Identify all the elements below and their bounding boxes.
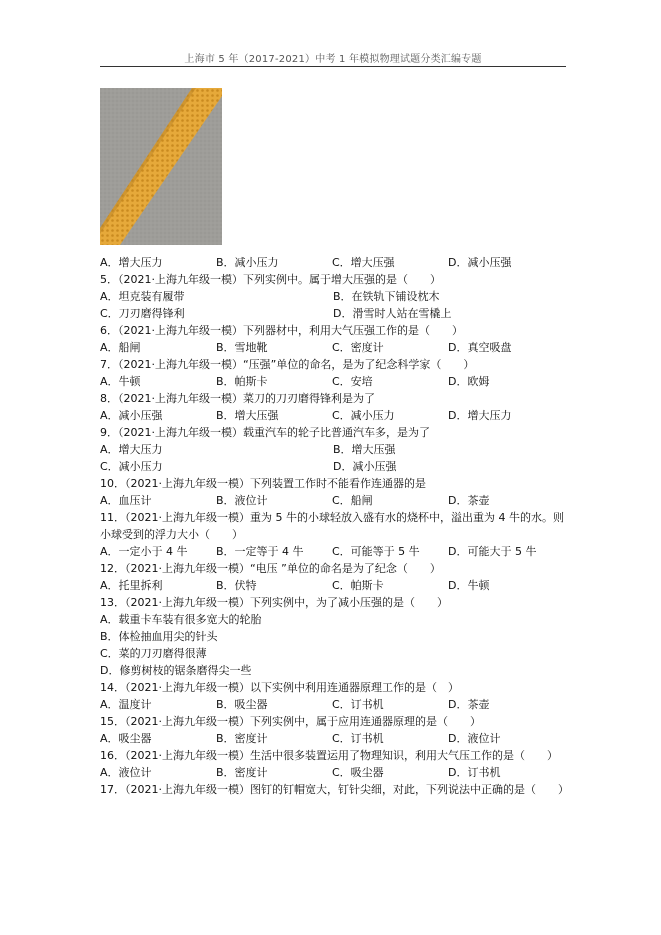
option-a: A．减小压强 (100, 409, 163, 422)
option-d: D．订书机 (448, 766, 501, 779)
option-row (100, 696, 566, 713)
option-a: A．船闸 (100, 341, 141, 354)
option-d: D．减小压强 (333, 460, 397, 473)
option-row (100, 764, 566, 781)
option-row (100, 730, 566, 747)
question-stem: 13．（2021·上海九年级一模）下列实例中，为了减小压强的是（ ） (100, 596, 448, 609)
option-c: C．减小压力 (332, 409, 395, 422)
option-b: B．体检抽血用尖的针头 (100, 630, 218, 643)
option-row (100, 577, 566, 594)
option-c: C．订书机 (332, 732, 384, 745)
option-c: C．菜的刀刃磨得很薄 (100, 647, 207, 660)
option-b: B．密度计 (216, 732, 268, 745)
option-a: A．坦克装有履带 (100, 290, 185, 303)
option-b: B．增大压强 (333, 443, 396, 456)
option-b: B．增大压强 (216, 409, 279, 422)
option-c: C．可能等于 5 牛 (332, 545, 420, 558)
option-d: D．修剪树枝的锯条磨得尖一些 (100, 664, 252, 677)
option-c: C．船闸 (332, 494, 373, 507)
question-stem: 9．（2021·上海九年级一模）载重汽车的轮子比普通汽车多，是为了 (100, 426, 430, 439)
option-d: D．滑雪时人站在雪橇上 (333, 307, 452, 320)
question-stem: 14．（2021·上海九年级一模）以下实例中利用连通器原理工作的是（ ） (100, 681, 459, 694)
option-b: B．减小压力 (216, 256, 279, 269)
page-header: 上海市 5 年（2017-2021）中考 1 年模拟物理试题分类汇编专题 (184, 54, 482, 65)
option-c: C．订书机 (332, 698, 384, 711)
tactile-paving-photo (100, 88, 222, 245)
option-row (100, 407, 566, 424)
option-row (100, 458, 566, 475)
question-stem: 11．（2021·上海九年级一模）重为 5 牛的小球轻放入盛有水的烧杯中，溢出重为 4 牛的水。则小球受到的浮力大小（ ） (100, 511, 564, 541)
option-a: A．托里拆利 (100, 579, 163, 592)
option-row (100, 543, 566, 560)
option-row (100, 492, 566, 509)
option-b: B．在铁轨下铺设枕木 (333, 290, 440, 303)
option-c: C．密度计 (332, 341, 384, 354)
question-stem: 16．（2021·上海九年级一模）生活中很多装置运用了物理知识，利用大气压工作的是（ ） (100, 749, 558, 762)
option-row (100, 339, 566, 356)
header-divider (100, 66, 566, 67)
option-row (100, 373, 566, 390)
option-b: B．吸尘器 (216, 698, 268, 711)
option-a: A．增大压力 (100, 256, 163, 269)
option-b: B．一定等于 4 牛 (216, 545, 304, 558)
option-c: C．吸尘器 (332, 766, 384, 779)
question-stem: 15．（2021·上海九年级一模）下列实例中，属于应用连通器原理的是（ ） (100, 715, 481, 728)
option-row (100, 288, 566, 305)
option-c: C．安培 (332, 375, 373, 388)
option-c: C．帕斯卡 (332, 579, 384, 592)
question-stem: 8．（2021·上海九年级一模）菜刀的刀刃磨得锋利是为了 (100, 392, 375, 405)
option-d: D．增大压力 (448, 409, 512, 422)
option-a: A．牛顿 (100, 375, 141, 388)
question-stem: 17．（2021·上海九年级一模）图钉的钉帽宽大，钉针尖细，对此，下列说法中正确的是（ ） (100, 783, 569, 796)
option-c: C．刀刃磨得锋利 (100, 307, 185, 320)
option-d: D．减小压强 (448, 256, 512, 269)
question-stem: 7．（2021·上海九年级一模）“压强”单位的命名，是为了纪念科学家（ ） (100, 358, 475, 371)
option-d: D．牛顿 (448, 579, 490, 592)
option-d: D．可能大于 5 牛 (448, 545, 537, 558)
option-a: A．增大压力 (100, 443, 163, 456)
option-d: D．真空吸盘 (448, 341, 512, 354)
option-b: B．雪地靴 (216, 341, 268, 354)
option-c: C．增大压强 (332, 256, 395, 269)
option-a: A．载重卡车装有很多宽大的轮胎 (100, 613, 262, 626)
tactile-paving-illustration (100, 88, 222, 245)
question-stem: 12．（2021·上海九年级一模）“电压 ”单位的命名是为了纪念（ ） (100, 562, 441, 575)
option-a: A．液位计 (100, 766, 152, 779)
option-b: B．帕斯卡 (216, 375, 268, 388)
option-a: A．温度计 (100, 698, 152, 711)
option-c: C．减小压力 (100, 460, 163, 473)
option-row (100, 254, 566, 271)
option-d: D．液位计 (448, 732, 501, 745)
option-b: B．密度计 (216, 766, 268, 779)
question-list (100, 254, 569, 798)
option-d: D．茶壶 (448, 698, 490, 711)
option-a: A．一定小于 4 牛 (100, 545, 188, 558)
option-b: B．伏特 (216, 579, 257, 592)
option-a: A．血压计 (100, 494, 152, 507)
option-row (100, 305, 566, 322)
option-b: B．液位计 (216, 494, 268, 507)
question-stem: 6．（2021·上海九年级一模）下列器材中，利用大气压强工作的是（ ） (100, 324, 463, 337)
question-stem: 5．（2021·上海九年级一模）下列实例中。属于增大压强的是（ ） (100, 273, 441, 286)
option-a: A．吸尘器 (100, 732, 152, 745)
option-d: D．茶壶 (448, 494, 490, 507)
option-row (100, 441, 566, 458)
option-d: D．欧姆 (448, 375, 490, 388)
question-stem: 10．（2021·上海九年级一模）下列装置工作时不能看作连通器的是 (100, 477, 426, 490)
